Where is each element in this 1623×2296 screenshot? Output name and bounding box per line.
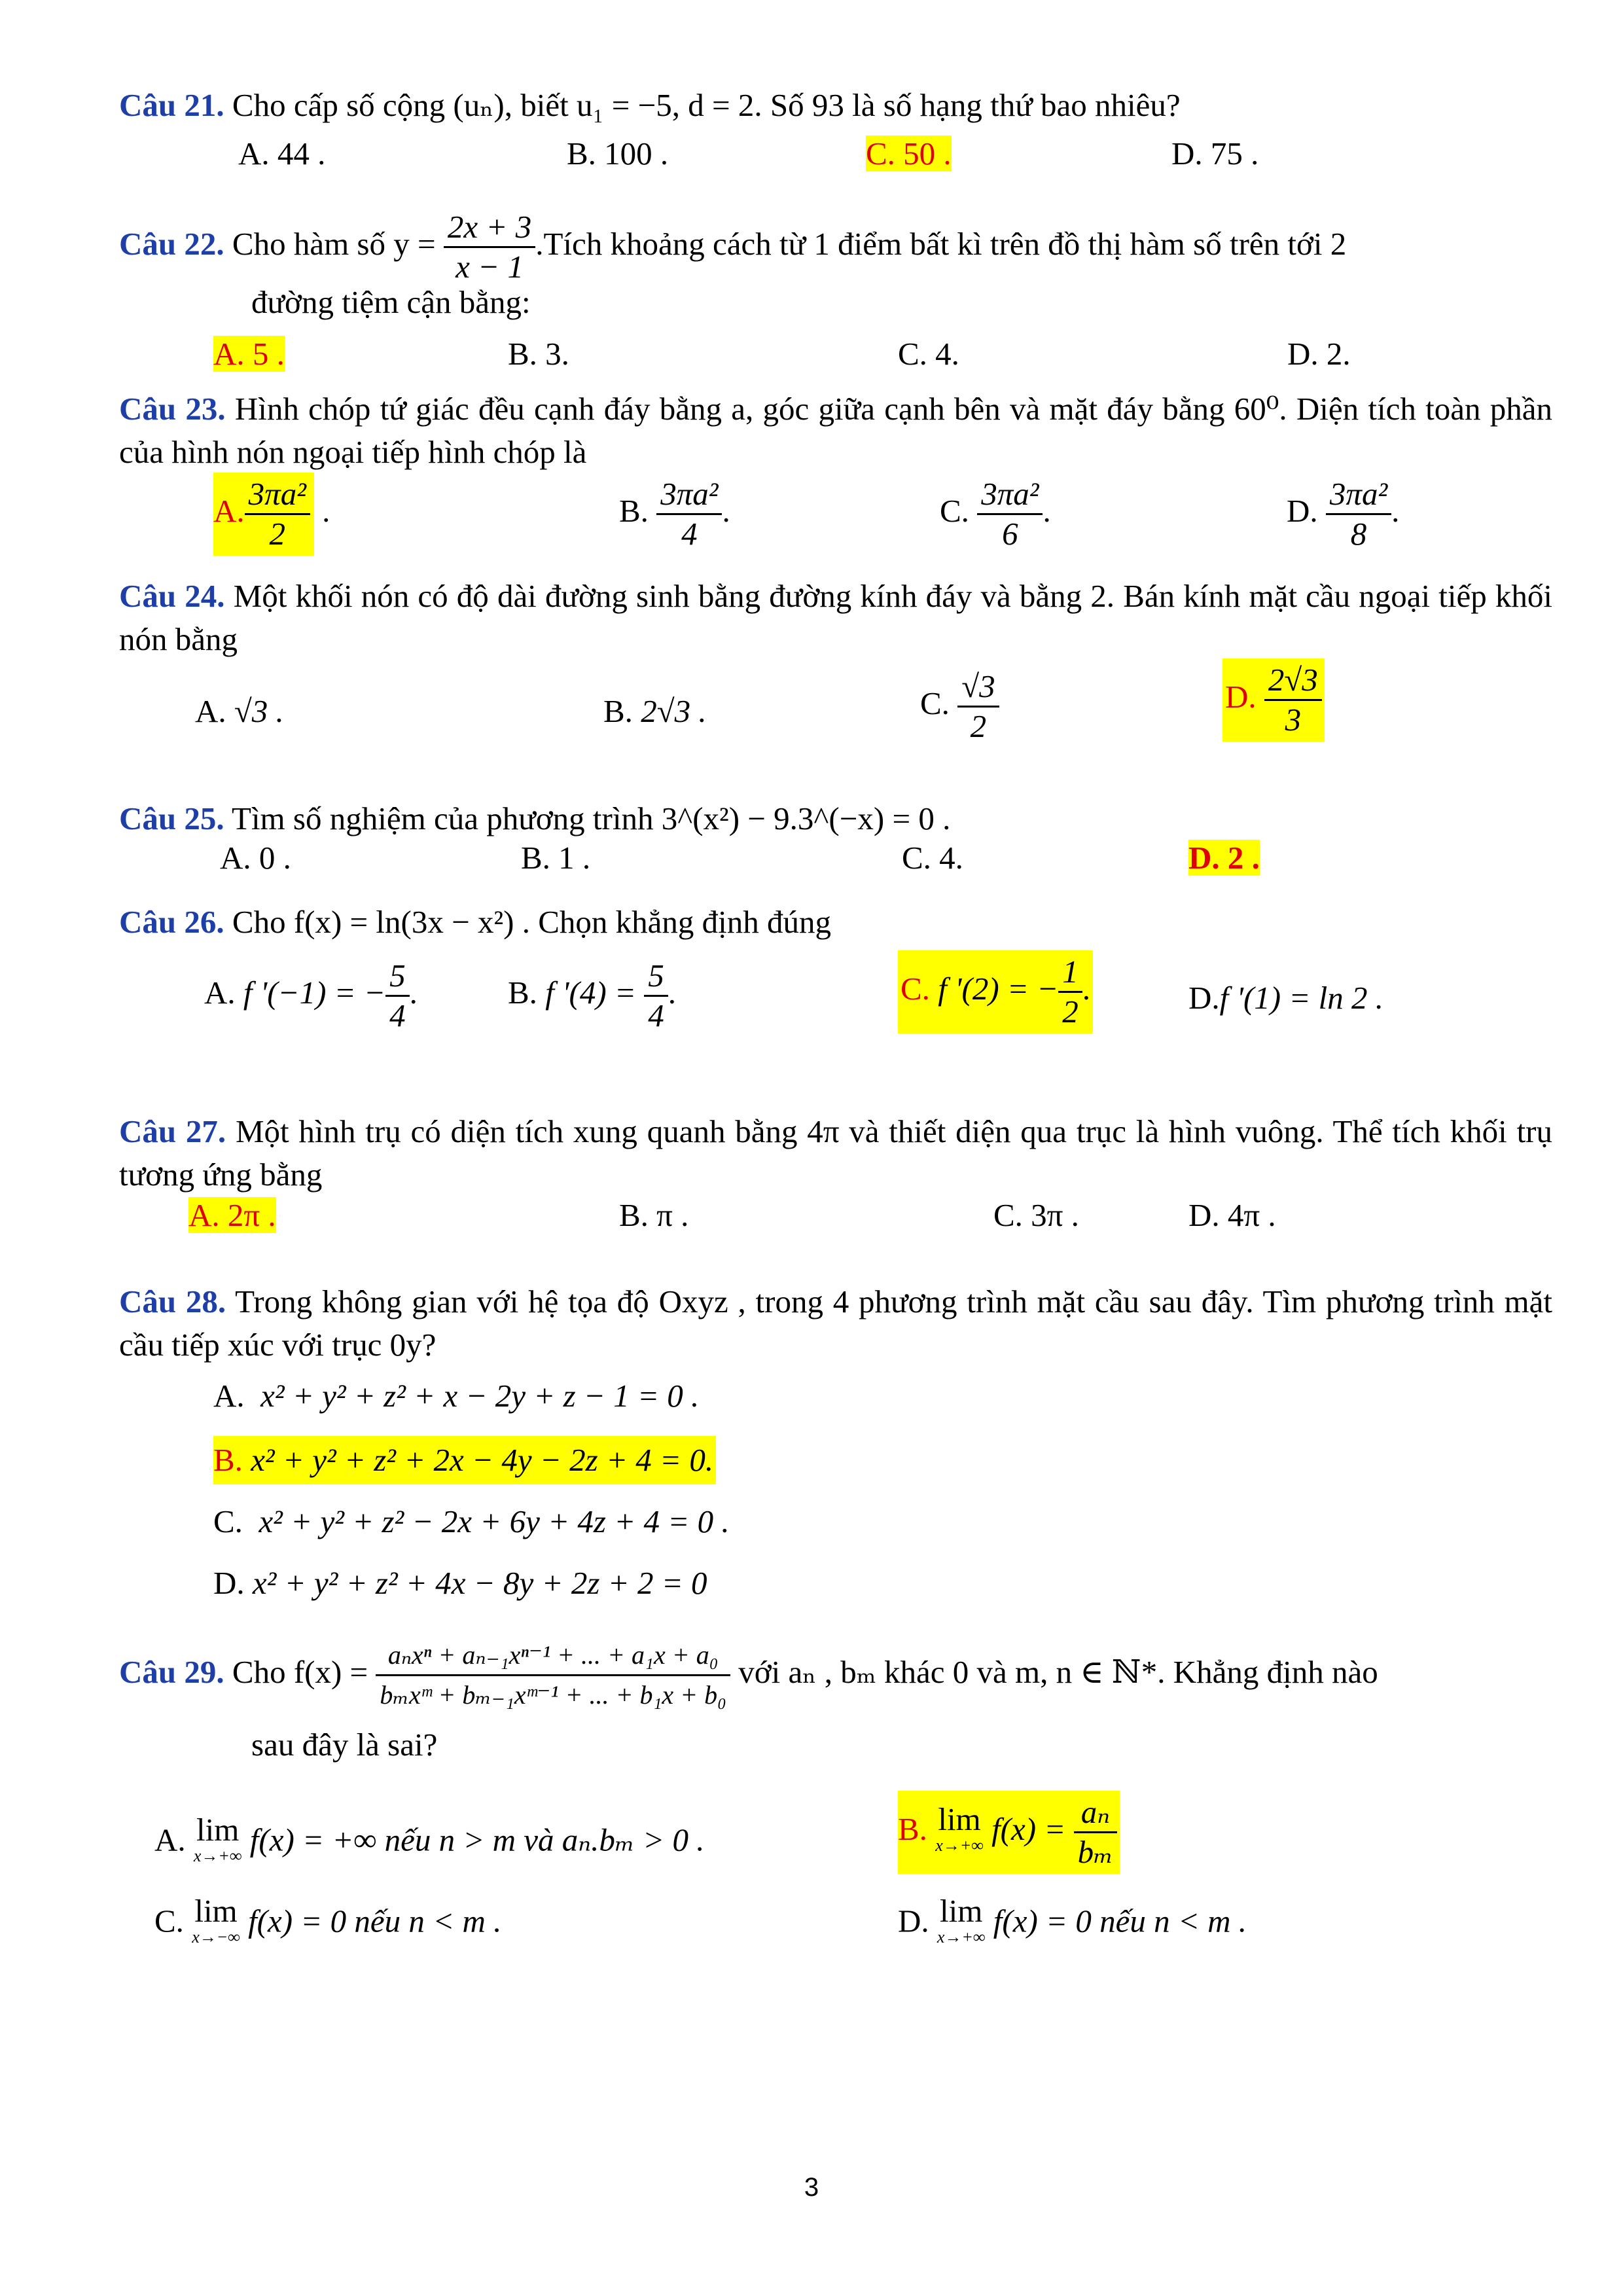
option-letter: B. [619,492,649,529]
option-fraction [1326,475,1391,553]
option-d: D. 4π . [1188,1197,1276,1233]
option-b [898,1791,1120,1874]
question-21 [119,84,1552,127]
question-22 [119,208,1552,324]
denominator: 2 [1062,994,1079,1030]
question-text-line2: sau đây là sai? [251,1727,438,1763]
option-a [195,690,284,733]
option-letter: B. [508,974,537,1011]
option-c [898,950,1093,1033]
option-d: D. 75 . [1171,135,1259,171]
question-label: Câu 24. [119,578,225,614]
numerator: 3πa² [656,475,722,515]
question-text: Cho f(x) = [232,1653,368,1690]
option-b: B. π . [619,1197,689,1233]
option-a [188,1194,276,1237]
correct-answer-highlight [1222,658,1325,742]
option-tail: . [668,974,676,1011]
numerator: 1 [1058,953,1082,993]
option-a: A. 44 . [238,135,326,171]
option-letter: A. [204,974,236,1011]
option-a [154,1812,705,1869]
denominator: 4 [681,516,698,552]
option-b: B. $\frac{\text{3πa²}}{4}$ . [619,476,730,552]
question-stem [119,208,1552,286]
option-text: f(x) = 0 nếu n < m . [993,1903,1247,1939]
option-lhs: f '(2) = − [938,970,1059,1007]
question-text: Trong không gian với hệ tọa độ Oxyz , trong 4 phương trình mặt cầu sau đây. Tìm phương trình mặt cầu tiếp xúc với trục 0y? [119,1283,1552,1363]
option-lhs: f '(−1) = − [243,974,386,1011]
option-letter: D. [1188,980,1220,1016]
question-label: Câu 23. [119,391,226,427]
option-d [1188,977,1383,1020]
numerator: 2√3 [1264,661,1322,701]
correct-answer-highlight [1188,840,1260,876]
option-text: f '(1) = ln 2 . [1219,980,1384,1016]
question-label: Câu 28. [119,1283,226,1319]
numerator: 2x + 3 [444,208,535,248]
question-stem [119,797,1552,840]
numerator: aₙxⁿ + aₙ₋₁xⁿ⁻¹ + ... + a₁x + a₀ [376,1636,730,1676]
option-text: f(x) = +∞ nếu n > m và aₙ.bₘ > 0 . [249,1821,705,1858]
question-28 [119,1280,1552,1367]
denominator: 4 [648,997,664,1033]
option-fraction [644,957,668,1035]
numerator: √3 [957,668,999,708]
option-b [603,690,707,733]
option-text: f(x) = [991,1810,1066,1847]
limit-operator: lim x→+∞ [937,1898,986,1950]
option-c [920,668,999,745]
option-fraction [1058,953,1082,1031]
option-letter: C. [213,1503,243,1539]
option-text: D. 2 . [1188,840,1260,876]
option-c [213,1500,730,1543]
option-letter: A. [195,693,226,729]
option-letter: A. [154,1821,186,1858]
question-stem [119,387,1552,474]
question-text-continued: với aₙ , bₘ khác 0 và m, n ∈ ℕ*. Khẳng định nào [738,1653,1378,1690]
option-a [213,332,285,376]
question-text: Một hình trụ có diện tích xung quanh bằng 4π và thiết diện qua trục là hình vuông. Thể tích khối trụ tương ứng bằng [119,1113,1552,1193]
function-fraction [444,208,535,286]
question-stem [119,901,1552,944]
limit-subscript: x→+∞ [935,1835,984,1855]
option-c: C. 4. [898,336,959,372]
option-b: B. 1 . [521,840,591,876]
question-stem [119,575,1552,661]
option-text: x² + y² + z² + 4x − 8y + 2z + 2 = 0 [252,1565,707,1601]
question-stem [119,84,1552,127]
question-stem [119,1280,1552,1367]
denominator: 6 [1002,516,1018,552]
question-26 [119,901,1552,944]
option-a: A. 0 . [220,840,291,876]
question-text: Tìm số nghiệm của phương trình 3^(x²) − 9.3^(−x) = 0 . [232,800,951,836]
question-text: Một khối nón có độ dài đường sinh bằng đường kính đáy và bằng 2. Bán kính mặt cầu ngoại tiếp khối nón bằng [119,578,1553,657]
numerator: 3πa² [1326,475,1391,515]
numerator: 5 [385,957,410,997]
numerator: 5 [644,957,668,997]
denominator: 8 [1350,516,1367,552]
option-fraction [977,475,1043,553]
option-text: A. 2π . [188,1197,276,1233]
question-stem [119,1110,1552,1196]
limit-subscript: x→+∞ [936,1928,986,1946]
option-lhs: f '(4) = [545,974,636,1011]
option-text: x² + y² + z² + x − 2y + z − 1 = 0 . [260,1378,700,1414]
option-letter: D. [213,1565,245,1601]
limit-subscript: x→+∞ [193,1846,242,1865]
question-29 [119,1636,1552,1767]
limit-operator: lim x→+∞ [935,1806,984,1859]
option-c: C. 3π . [993,1197,1079,1233]
question-text-continued: .Tích khoảng cách từ 1 điểm bất kì trên đồ thị hàm số trên tới 2 [535,225,1347,262]
denominator: 2 [269,516,286,552]
denominator: 4 [389,997,406,1033]
question-23 [119,387,1552,474]
question-text: Cho cấp số cộng (uₙ), biết u₁ = −5, d = 2. Số 93 là số hạng thứ bao nhiêu? [232,87,1181,123]
option-d: D. $\frac{\text{3πa²}}{8}$ . [1287,476,1400,552]
limit-operator: lim x→+∞ [194,1817,242,1869]
option-a [204,957,418,1035]
option-a [213,1374,699,1418]
correct-answer-highlight [213,1436,716,1484]
question-text: Cho hàm số y = [232,225,436,262]
option-text: √3 . [234,693,284,729]
option-letter: C. [901,970,930,1007]
option-fraction [957,668,999,745]
correct-answer-highlight [213,336,285,372]
denominator: 2 [970,708,987,744]
option-letter: A. [213,492,245,529]
denominator: bₘ [1077,1834,1114,1870]
question-label: Câu 26. [119,904,224,940]
option-text: x² + y² + z² − 2x + 6y + 4z + 4 = 0 . [259,1503,730,1539]
option-fraction [1074,1793,1118,1871]
question-label: Câu 25. [119,800,224,836]
option-letter: D. [898,1903,929,1939]
option-tail: . [1082,970,1091,1007]
option-text: f(x) = 0 nếu n < m . [248,1903,502,1939]
question-25 [119,797,1552,840]
option-tail: . [409,974,418,1011]
question-label: Câu 21. [119,87,224,123]
question-text: Hình chóp tứ giác đều cạnh đáy bằng a, góc giữa cạnh bên và mặt đáy bằng 60⁰. Diện tích toàn phần của hình nón ngoại tiếp hình chóp là [119,391,1553,470]
limit-subscript: x→−∞ [192,1928,240,1946]
option-text: 2√3 . [641,693,707,729]
option-letter: B. [898,1810,927,1847]
question-24 [119,575,1552,661]
correct-answer-highlight [213,473,314,556]
option-c: C. 4. [902,840,963,876]
option-c: C. $\frac{\text{3πa²}}{6}$ . [940,476,1051,552]
option-d [1188,836,1260,880]
option-fraction [1264,661,1322,739]
question-label: Câu 27. [119,1113,226,1149]
option-a: A. $\frac{\text{3πa²}}{2}$ . [213,473,330,556]
option-b: B. 3. [508,336,569,372]
question-stem [119,1636,1552,1714]
option-letter: A. [213,1378,245,1414]
option-b [213,1436,716,1484]
limit-operator: lim x→−∞ [192,1898,240,1950]
option-letter: C. [154,1903,184,1939]
numerator: aₙ [1074,1793,1118,1833]
option-c [154,1893,502,1950]
correct-answer-highlight [188,1197,276,1233]
option-text: A. 5 . [213,336,285,372]
option-letter: B. [213,1442,243,1478]
page-number: 3 [804,2173,819,2202]
option-d [213,1562,707,1605]
option-text: x² + y² + z² + 2x − 4y − 2z + 4 = 0. [251,1442,714,1478]
question-label: Câu 29. [119,1653,224,1690]
question-text: Cho f(x) = ln(3x − x²) . Chọn khẳng định đúng [232,904,832,940]
option-letter: D. [1225,678,1257,715]
option-letter: D. [1287,492,1318,529]
numerator: 3πa² [245,475,310,515]
option-b [508,957,676,1035]
option-fraction [245,475,310,553]
option-letter: C. [940,492,969,529]
numerator: 3πa² [977,475,1043,515]
option-letter: C. [920,685,950,721]
correct-answer-highlight: C. 50 . [866,135,952,171]
question-label: Câu 22. [119,225,224,262]
denominator: bₘxᵐ + bₘ₋₁xᵐ⁻¹ + ... + b₁x + b₀ [380,1680,727,1710]
option-d [898,1893,1247,1950]
option-d: D. 2. [1287,336,1351,372]
function-fraction [376,1636,730,1714]
option-letter: B. [603,693,633,729]
correct-answer-highlight [898,950,1093,1033]
correct-answer-highlight [898,1791,1120,1874]
option-fraction [385,957,410,1035]
denominator: 3 [1285,702,1302,738]
option-fraction [656,475,722,553]
option-b: B. 100 . [567,135,669,171]
denominator: x − 1 [455,249,524,285]
option-d [1222,658,1325,742]
question-text-line2: đường tiệm cận bằng: [251,284,531,320]
option-c [866,132,952,175]
question-27 [119,1110,1552,1196]
